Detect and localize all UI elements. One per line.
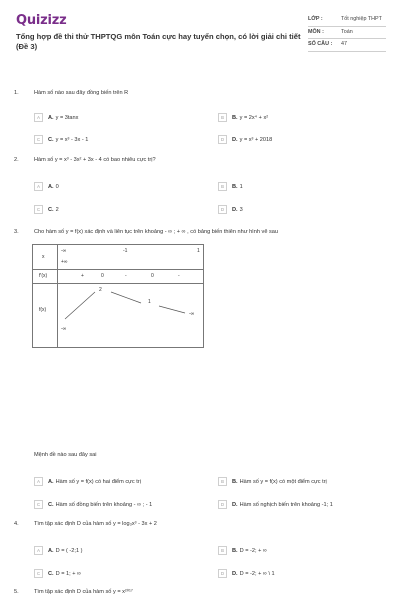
- option-label: C.: [48, 570, 54, 577]
- question-3-prompt: [14, 452, 386, 508]
- option-label: B.: [232, 547, 238, 554]
- option-text: Hàm số đồng biến trên khoảng - ∞ ; - 1: [55, 501, 153, 508]
- bbt-arrows: [33, 283, 203, 347]
- meta-row-subject: [308, 27, 386, 40]
- option-label: B.: [232, 183, 238, 190]
- option-label: C.: [48, 206, 54, 213]
- bbt-f-value: 2: [99, 287, 102, 293]
- bbt-f-value: -∞: [61, 326, 67, 332]
- option-b[interactable]: [218, 113, 268, 122]
- option-label: D.: [232, 206, 238, 213]
- option-c[interactable]: [34, 500, 152, 509]
- option-d[interactable]: [218, 569, 275, 578]
- bbt-fp-value: 0: [151, 273, 154, 279]
- option-text: D = -2; + ∞: [239, 547, 267, 554]
- option-text: 2: [55, 206, 59, 213]
- option-box: B: [218, 546, 227, 555]
- option-text: D = ( -2;1 ): [55, 547, 83, 554]
- bbt-x-value: -1: [123, 248, 128, 254]
- question-4: [14, 521, 386, 577]
- option-text: 0: [55, 183, 59, 190]
- option-box: C: [34, 205, 43, 214]
- option-box: D: [218, 569, 227, 578]
- option-a[interactable]: [34, 477, 141, 486]
- quizizz-logo: Quizizz: [16, 13, 67, 28]
- meta-row-class: [308, 14, 386, 27]
- option-b[interactable]: [218, 546, 267, 555]
- question-text: Tìm tập xác định D của hàm số y = log₃x³ - 3x + 2: [34, 521, 157, 527]
- option-box: A: [34, 546, 43, 555]
- option-label: A.: [48, 478, 54, 485]
- meta-key: LỚP :: [308, 16, 323, 22]
- question-number: 4.: [14, 521, 19, 527]
- question-number: 2.: [14, 157, 19, 163]
- option-c[interactable]: [34, 135, 88, 144]
- meta-value: 47: [341, 41, 347, 47]
- option-d[interactable]: [218, 135, 272, 144]
- question-number: 5.: [14, 589, 19, 595]
- option-text: 3: [239, 206, 243, 213]
- option-text: y = x³ - 3x - 1: [55, 136, 89, 143]
- bbt-x-value: 1: [197, 248, 200, 254]
- option-box: A: [34, 477, 43, 486]
- option-label: A.: [48, 114, 54, 121]
- option-label: B.: [232, 114, 238, 121]
- option-label: A.: [48, 547, 54, 554]
- option-a[interactable]: [34, 546, 82, 555]
- option-box: B: [218, 477, 227, 486]
- option-box: C: [34, 500, 43, 509]
- option-text: Hàm số nghịch biến trên khoảng -1; 1: [239, 501, 333, 508]
- meta-value: Toán: [341, 28, 353, 35]
- question-text: Tìm tập xác định D của hàm số y = x²⁰¹⁷: [34, 589, 133, 595]
- meta-value: Tốt nghiệp THPT: [341, 16, 382, 22]
- question-5: [14, 589, 386, 595]
- question-3: [14, 229, 386, 235]
- bbt-f-label: f(x): [39, 307, 47, 313]
- question-text: Hàm số nào sau đây đồng biến trên R: [34, 90, 129, 96]
- bbt-fp-value: +: [81, 273, 84, 279]
- option-label: A.: [48, 183, 54, 190]
- question-1: [14, 90, 386, 143]
- bbt-x-value: +∞: [61, 259, 68, 265]
- option-a[interactable]: [34, 113, 78, 122]
- option-c[interactable]: [34, 205, 59, 214]
- option-box: B: [218, 113, 227, 122]
- option-box: B: [218, 182, 227, 191]
- question-subtext: Mệnh đề nào sau đây sai: [34, 452, 97, 458]
- option-text: Hàm số y = f(x) có hai điểm cực trị: [55, 478, 141, 485]
- option-b[interactable]: [218, 477, 327, 486]
- option-label: D.: [232, 136, 238, 143]
- option-label: D.: [232, 570, 238, 577]
- option-label: B.: [232, 478, 238, 485]
- question-number: 1.: [14, 90, 19, 96]
- meta-key: SỐ CÂU :: [308, 41, 333, 47]
- option-text: 1: [239, 183, 243, 190]
- option-box: A: [34, 113, 43, 122]
- document-title: Tổng hợp đề thi thử THPTQG môn Toán cực hay tuyển chọn, có lời giải chi tiết (Đề 3): [16, 32, 301, 51]
- option-box: A: [34, 182, 43, 191]
- option-box: D: [218, 500, 227, 509]
- option-label: C.: [48, 136, 54, 143]
- option-box: D: [218, 135, 227, 144]
- option-text: Hàm số y = f(x) có một điểm cực trị: [239, 478, 327, 485]
- option-text: y = 3tanx: [55, 114, 79, 121]
- option-a[interactable]: [34, 182, 59, 191]
- option-d[interactable]: [218, 500, 333, 509]
- bbt-f-value: -∞: [189, 311, 195, 317]
- option-text: D = 1; + ∞: [55, 570, 82, 577]
- bbt-fp-value: -: [178, 273, 180, 279]
- option-text: y = 2x⁴ + x²: [239, 114, 269, 121]
- bbt-x-value: -∞: [61, 248, 67, 254]
- bbt-fp-value: 0: [101, 273, 104, 279]
- bbt-x-label: x: [42, 254, 45, 260]
- option-box: C: [34, 569, 43, 578]
- bbt-fp-label: f'(x): [39, 273, 48, 279]
- meta-panel: [308, 14, 386, 52]
- option-text: D = -2; + ∞ \ 1: [239, 570, 275, 577]
- bbt-fp-value: -: [125, 273, 127, 279]
- question-text: Hàm số y = x³ - 3x² + 3x - 4 có bao nhiêu cực trị?: [34, 157, 156, 163]
- option-b[interactable]: [218, 182, 243, 191]
- variation-table: [32, 244, 204, 348]
- question-2: [14, 157, 386, 213]
- option-box: D: [218, 205, 227, 214]
- question-text: Cho hàm số y = f(x) xác định và liên tục trên khoảng - ∞ ; + ∞ , có bảng biến thiên như hình vẽ sau: [34, 229, 278, 235]
- option-d[interactable]: [218, 205, 243, 214]
- option-text: y = x³ + 2018: [239, 136, 273, 143]
- option-label: C.: [48, 501, 54, 508]
- bbt-f-value: 1: [148, 299, 151, 305]
- meta-row-count: [308, 39, 386, 52]
- option-c[interactable]: [34, 569, 81, 578]
- question-number: 3.: [14, 229, 19, 235]
- option-box: C: [34, 135, 43, 144]
- meta-key: MÔN :: [308, 28, 324, 35]
- option-label: D.: [232, 501, 238, 508]
